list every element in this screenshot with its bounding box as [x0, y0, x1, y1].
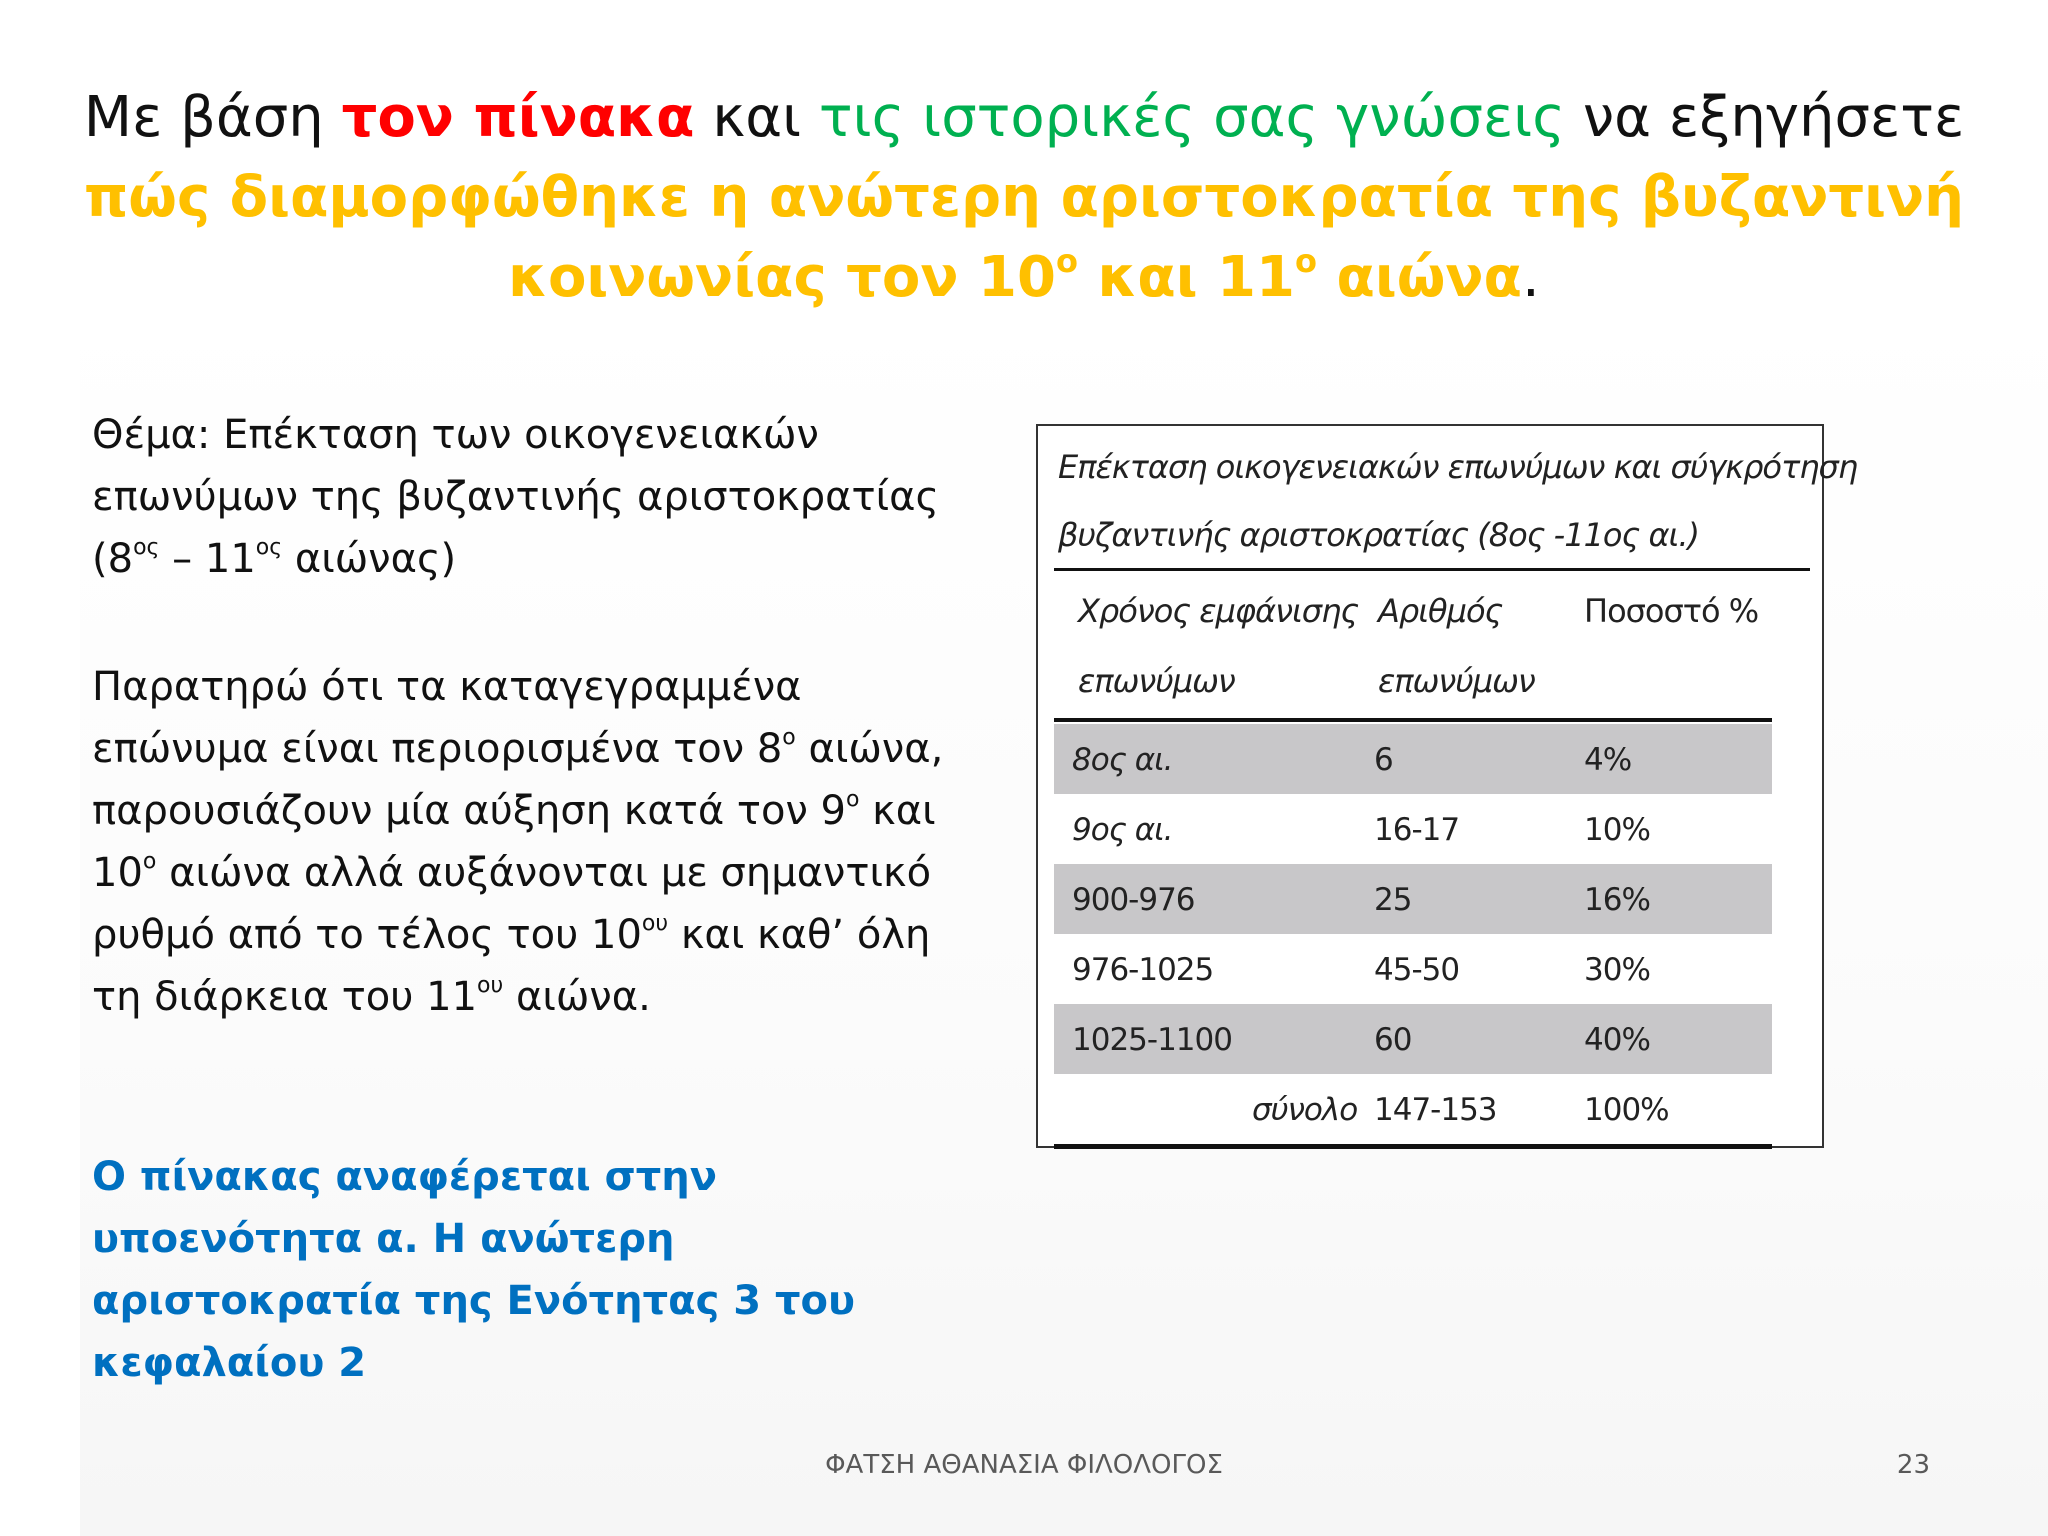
table-cell-percent: 10% [1584, 812, 1650, 848]
surname-statistics-table [1036, 424, 1858, 1148]
table-cell-count: 60 [1374, 1022, 1412, 1058]
table-row [1054, 1004, 1772, 1074]
title-period: . [1522, 245, 1540, 310]
table-cell-count: 6 [1374, 742, 1393, 778]
observation-sup-4: ου [641, 911, 669, 936]
table-header-period [1078, 576, 1358, 716]
title-line-3-b: και 11 [1077, 245, 1295, 310]
observation-text-f: αιώνα. [503, 974, 651, 1020]
theme-text-c: αιώνας) [282, 536, 457, 582]
title-line-3-c: αιώνα [1316, 245, 1523, 310]
title-text-1: Με βάση [83, 85, 342, 150]
table-header-percent: Ποσοστό % [1584, 592, 1759, 630]
observation-text-a: Παρατηρώ ότι τα καταγεγραμμένα επώνυμα είναι περιορισμένα τον 8 [92, 664, 802, 772]
title-highlight-table: τον πίνακα [341, 85, 695, 150]
table-cell-period: 9ος αι. [1072, 812, 1173, 848]
table-caption-line-1: Επέκταση οικογενειακών επωνύμων και σύγκρότηση [1058, 448, 1858, 486]
table-reference-note: Ο πίνακας αναφέρεται στην υποενότητα α. Η ανώτερη αριστοκρατία της Ενότητας 3 του κεφαλαίου 2 [92, 1154, 856, 1386]
footer-author: ΦΑΤΣΗ ΑΘΑΝΑΣΙΑ ΦΙΛΟΛΟΓΟΣ [825, 1450, 1223, 1480]
table-cell-count: 45-50 [1374, 952, 1460, 988]
slide-title [60, 78, 1988, 318]
table-caption-line-2: βυζαντινής αριστοκρατίας (8ος -11ος αι.) [1058, 516, 1700, 554]
title-line-2: πώς διαμορφώθηκε η ανώτερη αριστοκρατία της βυζαντινή [83, 165, 1965, 230]
table-total-label: σύνολο [1252, 1092, 1358, 1128]
page-number: 23 [1896, 1450, 1930, 1480]
observation-text-e: και καθ’ όλη τη διάρκεια του 11 [92, 912, 931, 1020]
title-text-3: να εξηγήσετε [1565, 85, 1965, 150]
observation-text-b: αιώνα, παρουσιάζουν μία αύξηση κατά τον 9 [92, 726, 944, 834]
theme-sup-2: ος [255, 535, 283, 560]
title-highlight-knowledge: τις ιστορικές σας γνώσεις [818, 85, 1566, 150]
table-top-rule [1054, 568, 1810, 571]
table-cell-percent: 30% [1584, 952, 1650, 988]
table-header-count-line-2: επωνύμων [1378, 662, 1535, 700]
table-cell-period: 1025-1100 [1072, 1022, 1232, 1058]
table-cell-percent: 16% [1584, 882, 1650, 918]
table-row [1054, 794, 1772, 864]
table-header-count-line-1: Αριθμός [1378, 592, 1503, 630]
observation-sup-3: ο [142, 849, 157, 874]
table-cell-period: 900-976 [1072, 882, 1195, 918]
title-line-1 [60, 78, 1988, 158]
observation-sup-5: ου [477, 973, 504, 998]
table-header-period-line-1: Χρόνος εμφάνισης [1078, 592, 1359, 630]
observation-sup-2: ο [845, 787, 860, 812]
title-line-3-a: κοινωνίας τον 10 [508, 245, 1056, 310]
table-row [1054, 864, 1772, 934]
title-sup-1: ο [1055, 242, 1078, 280]
table-cell-period: 8ος αι. [1072, 742, 1173, 778]
table-total-row [1054, 1074, 1772, 1144]
title-text-2: και [694, 85, 819, 150]
table-bottom-rule [1054, 1144, 1772, 1149]
table-header-period-line-2: επωνύμων [1078, 662, 1235, 700]
theme-sup-1: ος [133, 535, 160, 560]
observation-text-d: αιώνα αλλά αυξάνονται με σημαντικό ρυθμό από το τέλος του 10 [92, 850, 932, 958]
table-row [1054, 724, 1772, 794]
table-cell-period: 976-1025 [1072, 952, 1214, 988]
table-cell-count: 25 [1374, 882, 1412, 918]
table-total-count: 147-153 [1374, 1092, 1497, 1128]
table-cell-count: 16-17 [1374, 812, 1460, 848]
table-cell-percent: 40% [1584, 1022, 1650, 1058]
table-header-count [1378, 576, 1535, 716]
title-line-3 [60, 238, 1988, 318]
title-sup-2: ο [1294, 242, 1317, 280]
theme-paragraph [92, 404, 952, 590]
observation-sup-1: ο [782, 725, 796, 750]
theme-text-a: Θέμα: Επέκταση των οικογενειακών επωνύμων της βυζαντινής αριστοκρατίας (8 [92, 412, 939, 582]
table-row [1054, 934, 1772, 1004]
observation-text-c: και 10 [92, 788, 936, 896]
table-total-percent: 100% [1584, 1092, 1669, 1128]
theme-text-b: – 11 [159, 536, 256, 582]
table-header-rule [1054, 718, 1772, 722]
table-cell-percent: 4% [1584, 742, 1632, 778]
observation-paragraph [92, 656, 962, 1028]
